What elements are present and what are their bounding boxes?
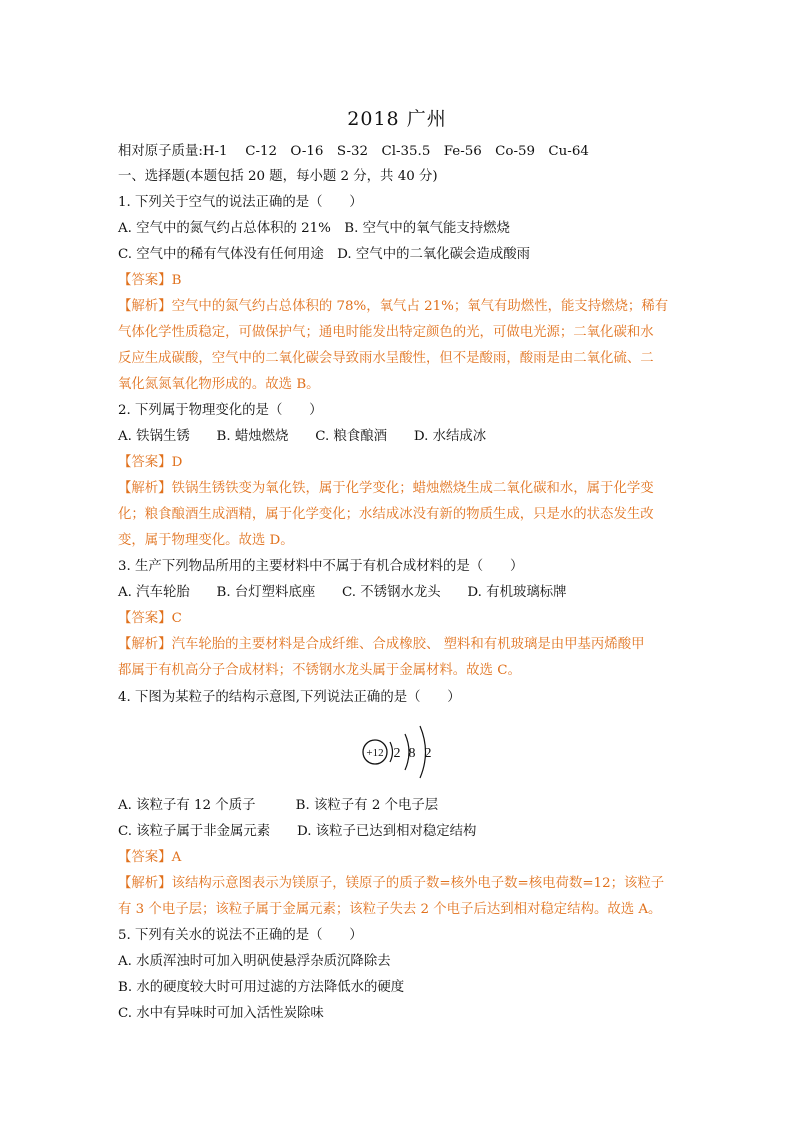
explanation-tag: 【解析】 [118, 299, 172, 314]
answer-tag: 【答案】 [118, 850, 172, 865]
q4-answer [118, 848, 678, 868]
nucleus-charge: +12 [366, 747, 384, 759]
q1-explanation-2: 气体化学性质稳定，可做保护气；通电时能发出特定颜色的光，可做电光源；二氧化碳和水 [118, 325, 654, 340]
q3-stem: 3. 生产下列物品所用的主要材料中不属于有机合成材料的是（ ） [118, 559, 524, 574]
answer-value: D [171, 455, 183, 470]
atomic-mass-line: 相对原子质量:H-1 C-12 O-16 S-32 Cl-35.5 Fe-56 Co-59 Cu-64 [118, 144, 589, 159]
q4-options-cd: C. 该粒子属于非金属元素 D. 该粒子已达到相对稳定结构 [118, 824, 477, 839]
q5-stem: 5. 下列有关水的说法不正确的是（ ） [118, 928, 363, 943]
answer-value: B [171, 273, 182, 288]
q4-explanation-2: 有 3 个电子层；该粒子属于金属元素；该粒子失去 2 个电子后达到相对稳定结构。故选 A。 [118, 902, 662, 917]
shell-2-electrons: 8 [408, 746, 416, 761]
q3-answer [118, 609, 678, 629]
explanation-tag: 【解析】 [118, 876, 172, 891]
explanation-text: 铁锅生锈铁变为氧化铁，属于化学变化；蜡烛燃烧生成二氧化碳和水，属于化学变 [171, 481, 654, 496]
answer-tag: 【答案】 [118, 273, 172, 288]
answer-tag: 【答案】 [118, 455, 172, 470]
q2-stem: 2. 下列属于物理变化的是（ ） [118, 403, 323, 418]
section-heading: 一、选择题(本题包括 20 题，每小题 2 分，共 40 分) [118, 169, 438, 184]
q2-explanation-2: 化；粮食酿酒生成酒精，属于化学变化；水结成冰没有新的物质生成，只是水的状态发生改 [118, 507, 654, 522]
q4-explanation-1 [118, 874, 678, 894]
q1-explanation-1 [118, 297, 678, 317]
shell-arc-1 [390, 742, 393, 762]
q3-options: A. 汽车轮胎 B. 台灯塑料底座 C. 不锈钢水龙头 D. 有机玻璃标牌 [118, 585, 567, 600]
q1-stem: 1. 下列关于空气的说法正确的是（ ） [118, 195, 363, 210]
q3-explanation-2: 都属于有机高分子合成材料；不锈钢水龙头属于金属材料。故选 C。 [118, 663, 521, 678]
q2-answer [118, 453, 678, 473]
q2-explanation-1 [118, 479, 678, 499]
q2-options: A. 铁锅生锈 B. 蜡烛燃烧 C. 粮食酿酒 D. 水结成冰 [118, 429, 487, 444]
q1-options-cd: C. 空气中的稀有气体没有任何用途 D. 空气中的二氧化碳会造成酸雨 [118, 247, 530, 262]
explanation-text: 该结构示意图表示为镁原子，镁原子的质子数=核外电子数=核电荷数=12；该粒子 [171, 876, 665, 891]
answer-tag: 【答案】 [118, 611, 172, 626]
q2-explanation-3: 变，属于物理变化。故选 D。 [118, 533, 294, 548]
q4-options-ab: A. 该粒子有 12 个质子 B. 该粒子有 2 个电子层 [118, 798, 439, 813]
q3-explanation-1 [118, 635, 678, 655]
q4-stem: 4. 下图为某粒子的结构示意图,下列说法正确的是（ ） [118, 690, 461, 705]
q1-answer [118, 271, 678, 291]
explanation-tag: 【解析】 [118, 637, 172, 652]
answer-value: A [171, 850, 182, 865]
page-title: 2018 广州 [347, 108, 447, 130]
q5-option-c: C. 水中有异味时可加入活性炭除味 [118, 1006, 324, 1021]
explanation-text: 空气中的氮气约占总体积的 78%，氧气占 21%；氧气有助燃性，能支持燃烧；稀有 [171, 299, 669, 314]
q1-explanation-4: 氧化氮氮氧化物形成的。故选 B。 [118, 377, 320, 392]
shell-1-electrons: 2 [393, 746, 401, 761]
q5-option-a: A. 水质浑浊时可加入明矾使悬浮杂质沉降除去 [118, 954, 391, 969]
q1-explanation-3: 反应生成碳酸，空气中的二氧化碳会导致雨水呈酸性，但不是酸雨，酸雨是由二氧化硫、二 [118, 351, 654, 366]
answer-value: C [171, 611, 182, 626]
q1-options-ab: A. 空气中的氮气约占总体积的 21% B. 空气中的氧气能支持燃烧 [118, 221, 510, 236]
atom-structure-diagram [360, 716, 442, 788]
shell-3-electrons: 2 [424, 746, 432, 761]
explanation-tag: 【解析】 [118, 481, 172, 496]
q5-option-b: B. 水的硬度较大时可用过滤的方法降低水的硬度 [118, 980, 405, 995]
explanation-text: 汽车轮胎的主要材料是合成纤维、合成橡胶、 塑料和有机玻璃是由甲基丙烯酸甲 [171, 637, 645, 652]
